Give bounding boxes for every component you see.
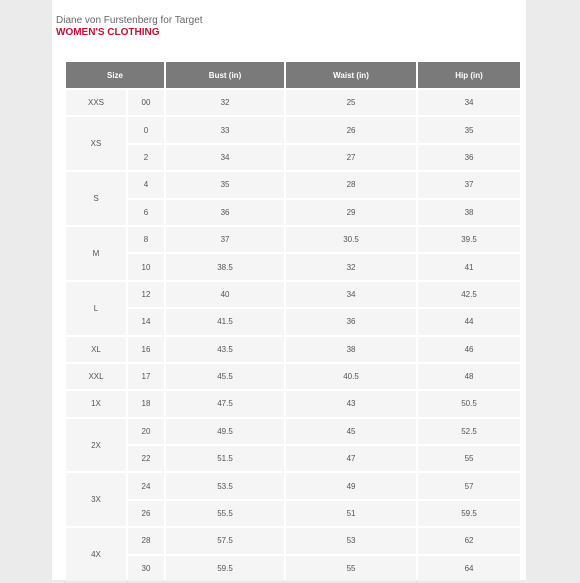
hip-cell: 50.5 xyxy=(418,391,520,416)
size-number-cell: 24 xyxy=(128,473,164,498)
table-row xyxy=(66,282,520,307)
bust-cell: 49.5 xyxy=(166,419,284,444)
hip-cell: 35 xyxy=(418,117,520,142)
hip-cell: 48 xyxy=(418,364,520,389)
size-label-cell: 3X xyxy=(66,473,126,526)
bust-cell: 36 xyxy=(166,200,284,225)
hip-cell: 34 xyxy=(418,90,520,115)
bust-cell: 33 xyxy=(166,117,284,142)
table-row xyxy=(66,501,520,526)
waist-cell: 25 xyxy=(286,90,416,115)
size-chart-area xyxy=(52,54,526,580)
size-number-cell: 14 xyxy=(128,309,164,334)
hip-cell: 57 xyxy=(418,473,520,498)
bust-cell: 55.5 xyxy=(166,501,284,526)
size-number-cell: 2 xyxy=(128,145,164,170)
size-label-cell: 4X xyxy=(66,528,126,581)
hip-cell: 37 xyxy=(418,172,520,197)
hip-cell: 41 xyxy=(418,254,520,279)
bust-cell: 47.5 xyxy=(166,391,284,416)
header-panel xyxy=(52,0,526,54)
column-header-waist: Waist (in) xyxy=(286,62,416,88)
table-row xyxy=(66,556,520,581)
size-label-cell: S xyxy=(66,172,126,225)
brand-title: Diane von Furstenberg for Target xyxy=(56,15,203,26)
table-row xyxy=(66,145,520,170)
waist-cell: 40.5 xyxy=(286,364,416,389)
size-label-cell: 2X xyxy=(66,419,126,472)
table-row xyxy=(66,473,520,498)
table-row xyxy=(66,391,520,416)
bust-cell: 57.5 xyxy=(166,528,284,553)
size-label-cell: XS xyxy=(66,117,126,170)
size-label-cell: XXS xyxy=(66,90,126,115)
size-number-cell: 00 xyxy=(128,90,164,115)
table-row xyxy=(66,227,520,252)
hip-cell: 64 xyxy=(418,556,520,581)
hip-cell: 42.5 xyxy=(418,282,520,307)
hip-cell: 55 xyxy=(418,446,520,471)
hip-cell: 39.5 xyxy=(418,227,520,252)
size-number-cell: 28 xyxy=(128,528,164,553)
bust-cell: 34 xyxy=(166,145,284,170)
waist-cell: 51 xyxy=(286,501,416,526)
size-number-cell: 10 xyxy=(128,254,164,279)
hip-cell: 38 xyxy=(418,200,520,225)
table-row xyxy=(66,90,520,115)
hip-cell: 46 xyxy=(418,337,520,362)
hip-cell: 52.5 xyxy=(418,419,520,444)
size-number-cell: 12 xyxy=(128,282,164,307)
size-number-cell: 6 xyxy=(128,200,164,225)
waist-cell: 28 xyxy=(286,172,416,197)
hip-cell: 44 xyxy=(418,309,520,334)
column-header-bust: Bust (in) xyxy=(166,62,284,88)
bust-cell: 40 xyxy=(166,282,284,307)
waist-cell: 30.5 xyxy=(286,227,416,252)
waist-cell: 43 xyxy=(286,391,416,416)
table-row xyxy=(66,528,520,553)
size-number-cell: 4 xyxy=(128,172,164,197)
table-row xyxy=(66,337,520,362)
size-number-cell: 8 xyxy=(128,227,164,252)
bust-cell: 45.5 xyxy=(166,364,284,389)
header-row xyxy=(66,62,520,88)
size-label-cell: L xyxy=(66,282,126,335)
size-label-cell: XXL xyxy=(66,364,126,389)
size-number-cell: 26 xyxy=(128,501,164,526)
size-number-cell: 22 xyxy=(128,446,164,471)
table-row xyxy=(66,254,520,279)
waist-cell: 27 xyxy=(286,145,416,170)
bust-cell: 32 xyxy=(166,90,284,115)
waist-cell: 26 xyxy=(286,117,416,142)
bust-cell: 43.5 xyxy=(166,337,284,362)
category-title: WOMEN'S CLOTHING xyxy=(56,27,160,38)
bust-cell: 38.5 xyxy=(166,254,284,279)
waist-cell: 38 xyxy=(286,337,416,362)
bust-cell: 37 xyxy=(166,227,284,252)
size-number-cell: 16 xyxy=(128,337,164,362)
size-table-body xyxy=(66,90,520,581)
hip-cell: 36 xyxy=(418,145,520,170)
bust-cell: 51.5 xyxy=(166,446,284,471)
hip-cell: 59.5 xyxy=(418,501,520,526)
table-row xyxy=(66,446,520,471)
waist-cell: 34 xyxy=(286,282,416,307)
size-number-cell: 30 xyxy=(128,556,164,581)
size-chart-table xyxy=(64,60,522,583)
table-row xyxy=(66,419,520,444)
waist-cell: 29 xyxy=(286,200,416,225)
bust-cell: 41.5 xyxy=(166,309,284,334)
table-row xyxy=(66,364,520,389)
waist-cell: 47 xyxy=(286,446,416,471)
bust-cell: 53.5 xyxy=(166,473,284,498)
table-row xyxy=(66,309,520,334)
waist-cell: 36 xyxy=(286,309,416,334)
waist-cell: 49 xyxy=(286,473,416,498)
size-label-cell: 1X xyxy=(66,391,126,416)
size-number-cell: 17 xyxy=(128,364,164,389)
table-row xyxy=(66,200,520,225)
size-number-cell: 18 xyxy=(128,391,164,416)
column-header-hip: Hip (in) xyxy=(418,62,520,88)
waist-cell: 32 xyxy=(286,254,416,279)
waist-cell: 45 xyxy=(286,419,416,444)
size-label-cell: XL xyxy=(66,337,126,362)
table-row xyxy=(66,117,520,142)
waist-cell: 55 xyxy=(286,556,416,581)
waist-cell: 53 xyxy=(286,528,416,553)
column-header-size: Size xyxy=(66,62,164,88)
table-row xyxy=(66,172,520,197)
size-number-cell: 0 xyxy=(128,117,164,142)
size-number-cell: 20 xyxy=(128,419,164,444)
size-label-cell: M xyxy=(66,227,126,280)
bust-cell: 59.5 xyxy=(166,556,284,581)
hip-cell: 62 xyxy=(418,528,520,553)
bust-cell: 35 xyxy=(166,172,284,197)
